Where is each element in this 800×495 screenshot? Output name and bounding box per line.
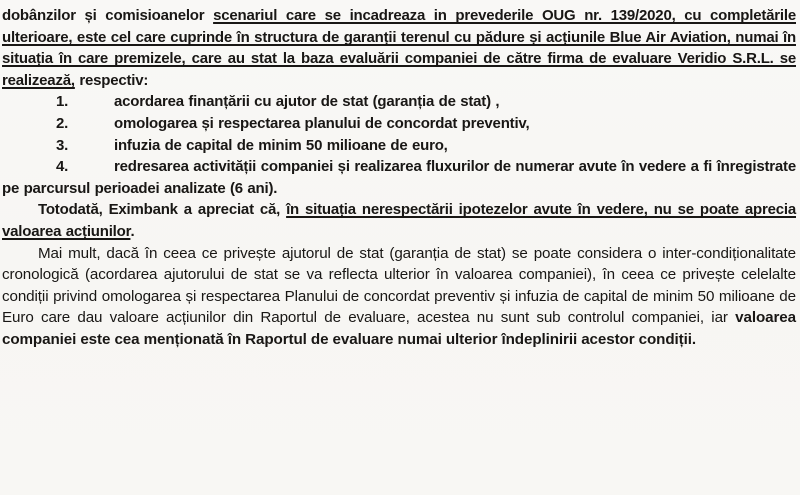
list-item-2-text: omologarea și respectarea planului de concordat preventiv, xyxy=(114,114,530,132)
paragraph-totodata xyxy=(2,199,796,242)
list-item-3-number: 3. xyxy=(56,136,69,154)
list-item-3-text: infuzia de capital de minim 50 milioane de euro, xyxy=(114,136,448,154)
document-body xyxy=(2,5,796,351)
paragraph-maimult xyxy=(2,243,796,351)
totodata-underlined-text: în situația nerespectării ipotezelor avute în vedere, nu se poate aprecia valoarea acțiunilor xyxy=(2,201,796,240)
totodata-pre-text: Totodată, Eximbank a apreciat că, xyxy=(38,201,287,219)
list-item-1-number: 1. xyxy=(56,93,69,111)
list-item-4-number: 4. xyxy=(56,158,69,176)
list-item-1 xyxy=(2,91,796,113)
paragraph-intro xyxy=(2,5,796,91)
list-item-3 xyxy=(2,135,796,157)
list-item-1-text: acordarea finanțării cu ajutor de stat (garanția de stat) , xyxy=(114,93,500,111)
list-item-2-number: 2. xyxy=(56,114,69,132)
totodata-post-text: . xyxy=(130,222,135,240)
intro-post-text: respectiv: xyxy=(74,71,149,89)
intro-underlined-text: scenariul care se incadreaza in prevederile OUG nr. 139/2020, cu completările ulterioare, este cel care cuprinde în structura de garanții terenul cu pădure și acțiunile Blue Air Aviation, numai în situația în care premizele, care au stat la baza evaluării companiei de către firma de evaluare Veridio S.R.L. se realizează, xyxy=(2,7,796,89)
list-item-2 xyxy=(2,113,796,135)
maimult-regular-text: Mai mult, dacă în ceea ce privește ajutorul de stat (garanția de stat) se poate considera o inter-condiționalitate cronologică (acordarea ajutorului de stat se va reflecta ulterior în valoarea companiei), în ceea ce privește celelalte condiții privind omologarea și respectarea Planului de concordat preventiv și infuzia de capital de minim 50 milioane de Euro care dau valoare acțiunilor din Raportul de evaluare, acestea nu sunt sub controlul companiei, iar xyxy=(2,244,796,327)
maimult-bold-text: valoarea companiei este cea menționată în Raportul de evaluare numai ulterior îndeplinirii acestor condiții. xyxy=(2,309,796,348)
intro-pre-text: dobânzilor și comisioanelor xyxy=(2,7,214,24)
list-item-4 xyxy=(2,156,796,199)
list-item-4-text: redresarea activității companiei și realizarea fluxurilor de numerar avute în vedere a fi înregistrate pe parcursul perioadei analizate (6 ani). xyxy=(2,158,796,197)
